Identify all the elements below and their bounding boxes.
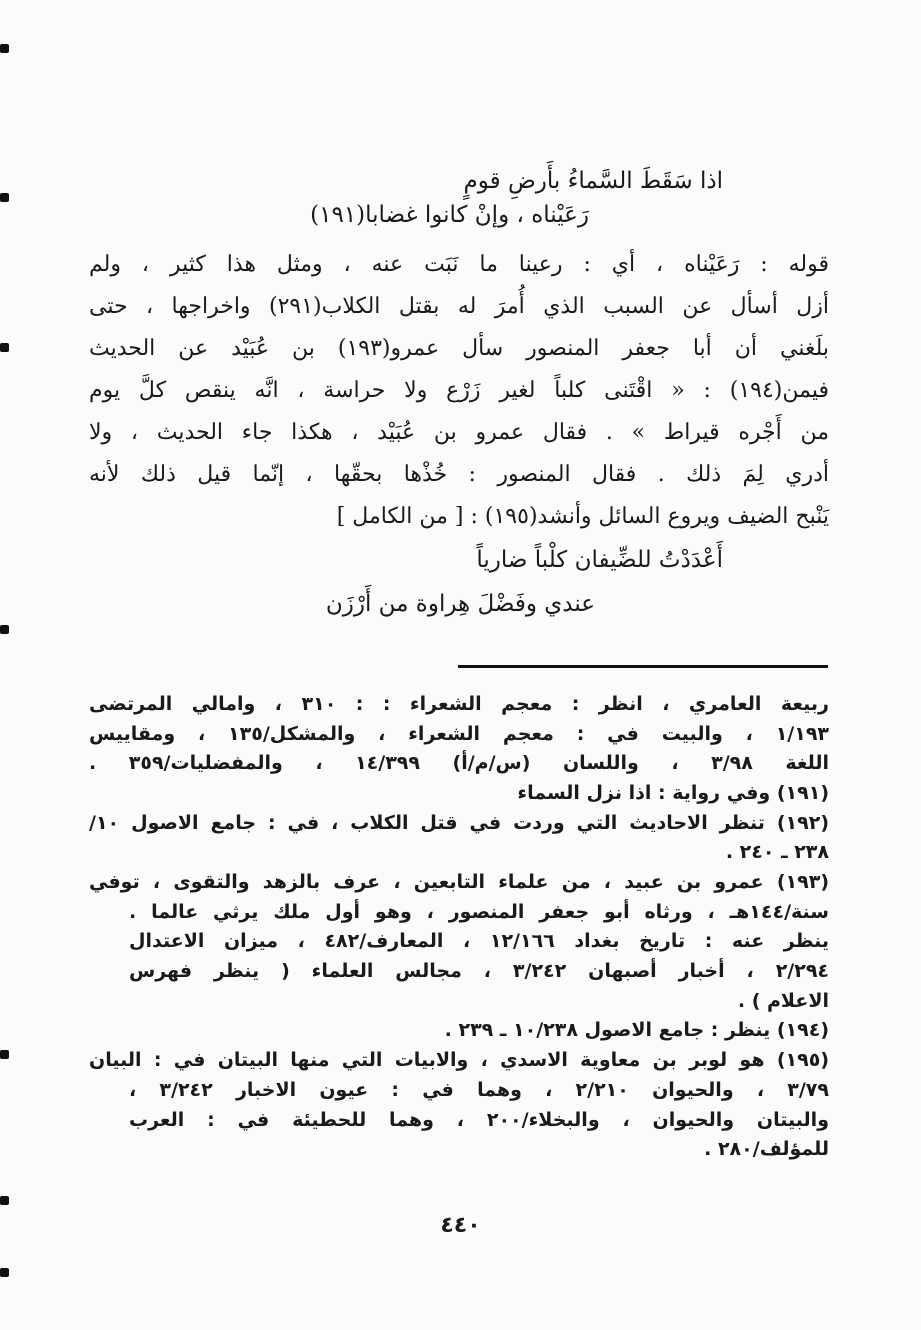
footnote-195: (١٩٥) هو لوبر بن معاوية الاسدي ، والابيات التي منها البيتان في : البيان (89, 1049, 829, 1071)
body-text-line: يَنْبح الضيف ويروع السائل وأنشد(١٩٥) : [ من الكامل ] (336, 504, 829, 529)
verse-hemistich-1: اذا سَقَطَ السَّماءُ بأَرضِ قومٍ (463, 168, 723, 194)
binding-mark (0, 343, 9, 352)
footnote-193: (١٩٣) عمرو بن عبيد ، من علماء التابعين ، عرف بالزهد والتقوى ، توفي (89, 871, 829, 893)
binding-mark (0, 1196, 9, 1205)
footnote-line: ٢٣٨ ـ ٢٤٠ . (725, 841, 829, 863)
binding-mark (0, 625, 9, 634)
binding-mark (0, 44, 9, 53)
footnote-line: ربيعة العامري ، انظر : معجم الشعراء : : ٣١٠ ، وامالي المرتضى (89, 693, 829, 715)
verse-hemistich-2: رَعَيْناه ، وإنْ كانوا غضابا(١٩١) (310, 202, 589, 228)
binding-mark (0, 1050, 9, 1059)
body-text-line: أزل أسأل عن السبب الذي أُمرَ له بقتل الكلاب(٢٩١) واخراجها ، حتى (89, 294, 829, 319)
footnote-line: ٣/٧٩ ، والحيوان ٢/٢١٠ ، وهما في : عيون الاخبار ٣/٢٤٢ ، (129, 1079, 829, 1101)
binding-mark (0, 1268, 9, 1277)
footnote-line: والبيتان والحيوان ، والبخلاء/٢٠٠ ، وهما للحطيئة في : العرب (129, 1109, 830, 1131)
body-text-line: بلَغني أن أبا جعفر المنصور سأل عمرو(١٩٣) بن عُبَيْد عن الحديث (89, 336, 829, 361)
footnote-line: سنة/١٤٤هـ ، ورثاه أبو جعفر المنصور ، وهو أول ملك يرثي عالما . (129, 901, 829, 923)
footnote-line: اللغة ٣/٩٨ ، واللسان (س/م/أ) ١٤/٣٩٩ ، والمفضليات/٣٥٩ . (89, 752, 830, 774)
footnote-line: ١/١٩٣ ، والبيت في : معجم الشعراء ، والمشكل/١٣٥ ، ومقاييس (89, 723, 830, 745)
footnote-separator (458, 665, 828, 668)
footnote-194: (١٩٤) ينظر : جامع الاصول ١٠/٢٣٨ ـ ٢٣٩ . (444, 1019, 829, 1041)
footnote-192: (١٩٢) تنظر الاحاديث التي وردت في قتل الكلاب ، في : جامع الاصول ١٠/ (89, 812, 829, 834)
footnote-line: الاعلام ) . (737, 990, 829, 1012)
body-text-line: قوله : رَعَيْناه ، أي : رعينا ما نَبَت عنه ، ومثل هذا كثير ، ولم (89, 252, 829, 277)
verse-hemistich-3: أَعْدَدْتُ للضِّيفان كلْباً ضارياً (476, 547, 723, 573)
footnote-line: للمؤلف/٢٨٠ . (704, 1138, 829, 1160)
page-number: ٤٤٠ (440, 1213, 481, 1238)
body-text-line: من أَجْره قيراط » . فقال عمرو بن عُبَيْد ، هكذا جاء الحديث ، ولا (89, 420, 829, 445)
binding-mark (0, 193, 9, 202)
footnote-line: ٢/٢٩٤ ، أخبار أصبهان ٣/٢٤٢ ، مجالس العلماء ( ينظر فهرس (129, 960, 830, 982)
footnote-191: (١٩١) وفي رواية : اذا نزل السماء (517, 782, 829, 804)
verse-hemistich-4: عندي وفَضْلَ هِراوة من أَرْزَن (325, 591, 595, 617)
body-text-line: أدري لِمَ ذلك . فقال المنصور : خُذْها بحقّها ، إنّما قيل ذلك لأنه (89, 462, 829, 487)
body-text-line: فيمن(١٩٤) : « اقْتَنى كلباً لغير زَرْع ولا حراسة ، انَّه ينقص كلَّ يوم (89, 378, 829, 403)
footnote-line: ينظر عنه : تاريخ بغداد ١٢/١٦٦ ، المعارف/٤٨٢ ، ميزان الاعتدال (129, 930, 829, 952)
